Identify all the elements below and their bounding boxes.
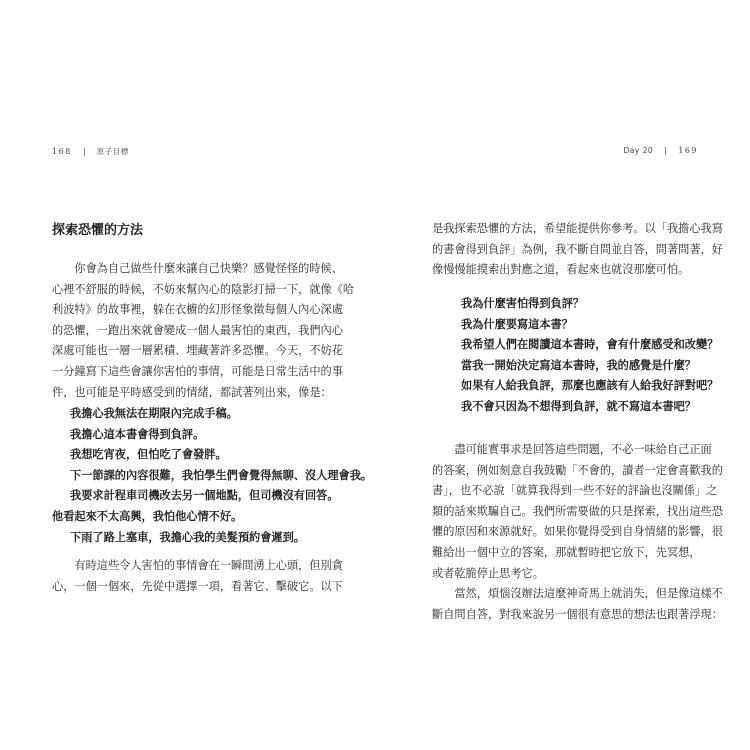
right-running-head (623, 146, 698, 155)
list-item: 我擔心我無法在期限內完成手稿。 (70, 407, 238, 420)
fear-examples-list (52, 404, 373, 548)
text-line: 深處可能也一層一層累積、埋藏著許多恐懼。今天，不妨花 (52, 344, 343, 358)
list-item: 他看起來不太高興，我怕他心情不好。 (52, 509, 243, 523)
text-line: 盡可能實事求是回答這些問題，不必一味給自己正面 (432, 443, 712, 456)
text-line: 斷自問自答，對我來說另一個很有意思的想法也跟著浮現： (432, 607, 723, 621)
text-line: 書」，也不必說「就算我得到一些不好的評論也沒關係」之 (432, 484, 718, 498)
running-head-divider (84, 148, 85, 156)
right-page-number: 169 (678, 146, 698, 155)
right-paragraph-2 (432, 440, 723, 625)
left-page-number: 168 (52, 147, 72, 156)
text-line: 的答案，例如刻意自我鼓勵「不會的，讀者一定會喜歡我的 (432, 463, 723, 477)
text-line: 像慢慢能摸索出對應之道，看起來也就沒那麼可怕。 (432, 263, 690, 277)
left-paragraph-1 (52, 259, 355, 403)
list-item: 我為什麼要寫這本書？ (461, 317, 573, 331)
text-line: 一分鐘寫下這些會讓你害怕的事情，可能是日常生活中的事 (52, 364, 343, 378)
self-questions-list (461, 294, 718, 418)
list-item: 我擔心這本書會得到負評。 (70, 427, 205, 441)
text-line: 或者乾脆停止思考它。 (432, 566, 544, 580)
list-item: 下雨了路上塞車，我擔心我的美髮預約會遲到。 (70, 530, 305, 544)
list-item: 我為什麼害怕得到負評？ (461, 297, 585, 310)
text-line: 心裡不舒服的時候，不妨來幫內心的陰影打掃一下，就像《哈 (52, 282, 355, 296)
text-line: 的恐懼，一跑出來就會變成一個人最害怕的東西，我們內心 (52, 323, 343, 337)
left-paragraph-2 (52, 556, 343, 597)
right-paragraph-1 (432, 219, 723, 281)
list-item: 當我一開始決定寫這本書時，我的感覺是什麼？ (461, 358, 696, 372)
text-line: 你會為自己做些什麼來讓自己快樂？感覺怪怪的時候、 (52, 262, 343, 275)
left-running-head (52, 146, 129, 157)
list-item: 我想吃宵夜，但怕吃了會發胖。 (70, 448, 227, 462)
text-line: 的書會得到負評」為例，我不斷自問並自答，問著問著，好 (432, 242, 723, 256)
book-title: 原子目標 (96, 147, 129, 156)
running-head-divider (665, 147, 666, 155)
text-line: 懼的原因和來源就好。如果你覺得受到自身情緒的影響，很 (432, 525, 723, 539)
text-line: 心，一個一個來，先從中選擇一項，看著它、擊破它。以下 (52, 579, 343, 593)
text-line: 是我探索恐懼的方法，希望能提供你參考。以「我擔心我寫 (432, 222, 723, 235)
section-title: 探索恐懼的方法 (52, 223, 144, 238)
list-item: 我要求計程車司機改去另一個地點，但司機沒有回答。 (70, 489, 339, 503)
text-line: 有時這些令人害怕的事情會在一瞬間湧上心頭，但別貪 (52, 559, 343, 572)
list-item: 下一節課的內容很難，我怕學生們會覺得無聊、沒人理會我。 (70, 468, 373, 482)
text-line: 難給出一個中立的答案，那就暫時把它放下，先冥想， (432, 545, 701, 559)
list-item: 我希望人們在閱讀這本書時，會有什麼感受和改變？ (461, 338, 719, 352)
chapter-label: Day 20 (623, 146, 654, 155)
text-line: 利波特》的故事裡，躲在衣櫥的幻形怪象徵每個人內心深處 (52, 303, 343, 317)
right-page (375, 0, 750, 750)
list-item: 如果有人給我負評，那麼也應該有人給我好評對吧？ (461, 379, 719, 393)
text-line: 件，也可能是平時感受到的情緒，都試著列出來，像是： (52, 385, 332, 399)
list-item: 我不會只因為不想得到負評，就不寫這本書吧？ (461, 399, 696, 413)
text-line: 當然，煩惱沒辦法這麼神奇馬上就消失，但是像這樣不 (432, 587, 723, 601)
text-line: 類的話來欺騙自己。我們所需要做的只是探索，找出這些恐 (432, 504, 723, 518)
